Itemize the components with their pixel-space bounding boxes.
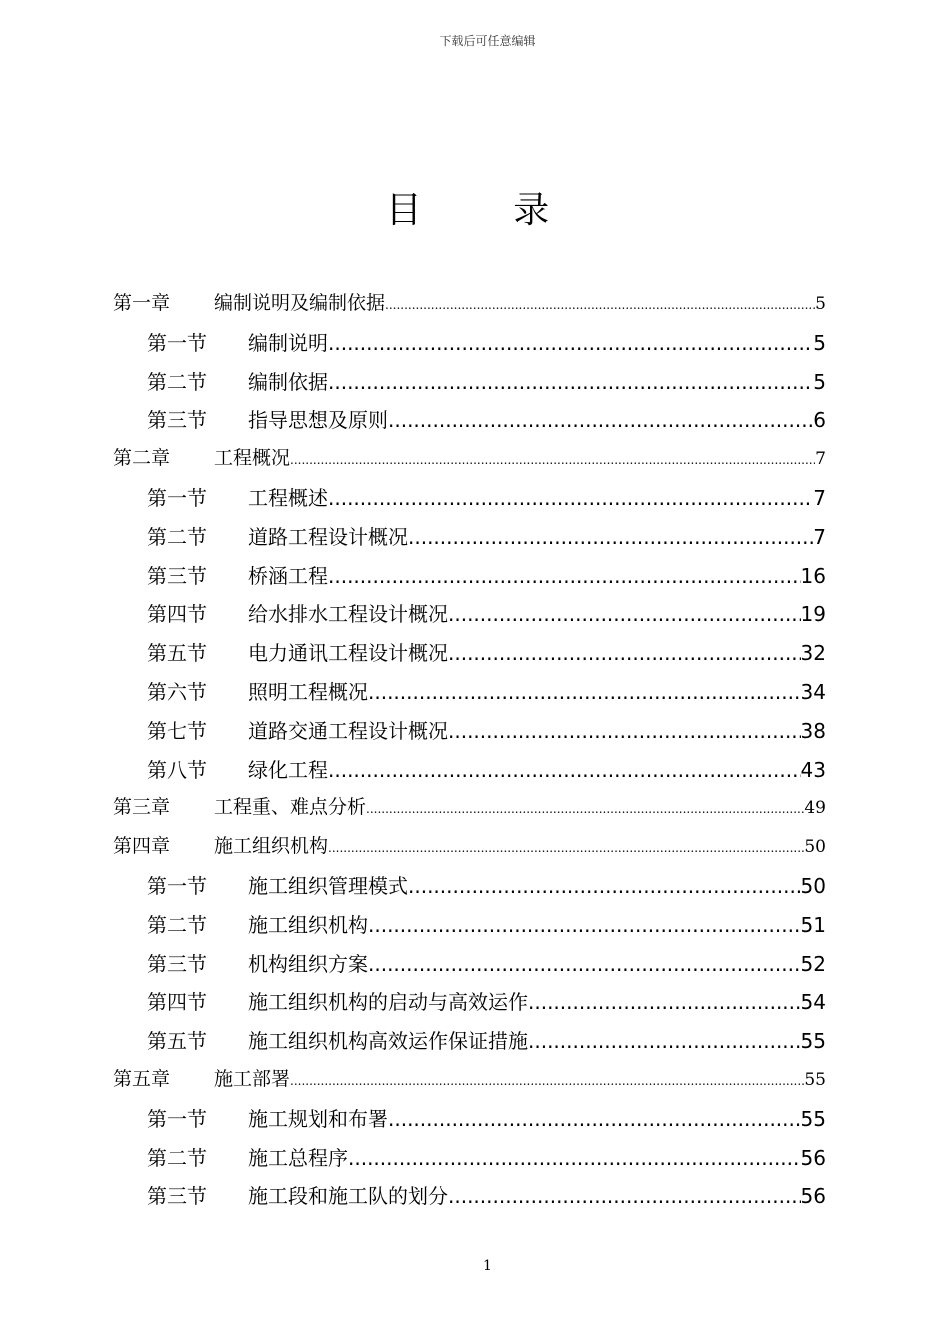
toc-entry-number: 第三节: [147, 408, 207, 433]
toc-entry-title: 照明工程概况: [248, 680, 368, 704]
toc-entry-page: 38: [800, 718, 826, 743]
toc-entry-section[interactable]: [147, 598, 826, 628]
toc-entry-section[interactable]: [147, 404, 826, 434]
toc-entry-title: 施工组织机构的启动与高效运作: [248, 990, 528, 1015]
toc-entry-title: 电力通讯工程设计概况: [248, 641, 448, 666]
toc-entry-number: 第一节: [147, 330, 207, 355]
toc-entry-page: 19: [800, 602, 826, 627]
toc-entry-number: 第一节: [147, 486, 207, 510]
toc-entry-title: 给水排水工程设计概况: [248, 602, 448, 627]
toc-entry-number: 第二节: [147, 524, 207, 549]
toc-dot-leader: [388, 1107, 801, 1131]
toc-entry-page: 55: [804, 1070, 826, 1090]
toc-entry-number: 第四章: [113, 835, 171, 858]
toc-entry-page: 56: [800, 1184, 826, 1209]
toc-entry-title: 工程概述: [248, 486, 328, 510]
toc-entry-section[interactable]: [147, 482, 826, 512]
toc-dot-leader: [328, 758, 801, 782]
toc-entry-page: 49: [804, 798, 826, 819]
toc-entry-section[interactable]: [147, 1142, 826, 1172]
toc-dot-leader: [448, 602, 801, 626]
toc-entry-section[interactable]: [147, 1103, 826, 1133]
toc-entry-number: 第五节: [147, 1029, 207, 1054]
toc-entry-number: 第六节: [147, 680, 207, 704]
toc-dot-leader: [348, 1146, 801, 1170]
toc-entry-page: 5: [815, 294, 826, 314]
toc-dot-leader: [328, 486, 813, 510]
toc-entry-section[interactable]: [147, 560, 826, 590]
toc-dot-leader: [368, 952, 801, 976]
toc-entry-title: 工程重、难点分析: [214, 796, 367, 819]
toc-entry-section[interactable]: [147, 676, 826, 706]
toc-entry-title: 施工组织机构: [214, 835, 329, 858]
toc-entry-title: 编制说明: [248, 330, 328, 355]
toc-entry-section[interactable]: [147, 948, 826, 978]
toc-entry-title: 指导思想及原则: [248, 408, 388, 433]
toc-entry-section[interactable]: [147, 870, 826, 900]
toc-entry-title: 施工总程序: [248, 1145, 348, 1170]
toc-dot-leader: [388, 408, 813, 432]
toc-entry-page: 51: [800, 912, 826, 937]
page-title: 目 录: [385, 190, 590, 232]
toc-dot-leader: [328, 564, 801, 588]
toc-entry-page: 55: [800, 1106, 826, 1131]
toc-entry-title: 道路交通工程设计概况: [248, 718, 448, 743]
toc-dot-leader: [328, 331, 813, 355]
toc-entry-number: 第三节: [147, 1184, 207, 1209]
toc-entry-title: 施工段和施工队的划分: [248, 1184, 448, 1209]
toc-entry-number: 第五节: [147, 641, 207, 666]
toc-entry-page: 54: [800, 990, 826, 1015]
toc-entry-section[interactable]: [147, 754, 826, 784]
page-number: 1: [483, 1258, 492, 1274]
toc-dot-leader: [528, 1029, 801, 1053]
toc-entry-title: 编制依据: [248, 369, 328, 394]
toc-entry-page: 56: [800, 1145, 826, 1170]
toc-dot-leader: [290, 1074, 804, 1088]
toc-entry-page: 16: [800, 563, 826, 588]
toc-dot-leader: [366, 802, 804, 816]
toc-entry-number: 第二章: [113, 447, 171, 470]
toc-entry-page: 5: [813, 369, 826, 394]
toc-entry-title: 绿化工程: [248, 757, 328, 782]
header-note: 下载后可任意编辑: [439, 34, 536, 48]
toc-entry-section[interactable]: [147, 1180, 826, 1210]
toc-entry-chapter[interactable]: [113, 288, 826, 318]
toc-entry-title: 道路工程设计概况: [248, 524, 408, 549]
toc-dot-leader: [368, 680, 801, 704]
toc-entry-section[interactable]: [147, 986, 826, 1016]
toc-entry-title: 编制说明及编制依据: [214, 292, 386, 314]
toc-entry-title: 施工部署: [214, 1068, 291, 1090]
toc-entry-title: 施工组织机构高效运作保证措施: [248, 1029, 528, 1054]
toc-entry-number: 第三节: [147, 563, 207, 588]
toc-entry-page: 55: [800, 1029, 826, 1054]
toc-entry-page: 50: [804, 837, 826, 858]
toc-entry-page: 34: [800, 680, 826, 704]
toc-entry-number: 第五章: [113, 1068, 171, 1090]
toc-entry-section[interactable]: [147, 1025, 826, 1055]
toc-entry-title: 施工规划和布署: [248, 1106, 388, 1131]
toc-entry-section[interactable]: [147, 327, 826, 357]
toc-entry-number: 第七节: [147, 718, 207, 743]
toc-entry-page: 7: [813, 486, 826, 510]
toc-entry-page: 43: [800, 757, 826, 782]
toc-dot-leader: [290, 453, 815, 467]
toc-entry-page: 5: [813, 330, 826, 355]
toc-entry-number: 第二节: [147, 369, 207, 394]
toc-dot-leader: [328, 841, 804, 855]
toc-dot-leader: [328, 370, 813, 394]
toc-entry-page: 6: [813, 408, 826, 433]
toc-entry-number: 第一节: [147, 1106, 207, 1131]
toc-entry-page: 50: [800, 874, 826, 898]
toc-entry-number: 第八节: [147, 757, 207, 782]
toc-dot-leader: [408, 874, 801, 898]
toc-entry-title: 工程概况: [214, 447, 291, 470]
toc-entry-number: 第三节: [147, 951, 207, 976]
toc-entry-number: 第四节: [147, 602, 207, 627]
toc-entry-section[interactable]: [147, 715, 826, 745]
toc-entry-title: 桥涵工程: [248, 563, 328, 588]
toc-entry-page: 52: [800, 951, 826, 976]
toc-entry-number: 第一节: [147, 874, 207, 898]
toc-dot-leader: [448, 1184, 801, 1208]
toc-dot-leader: [408, 525, 813, 549]
toc-entry-chapter[interactable]: [113, 831, 826, 861]
toc-dot-leader: [528, 990, 801, 1014]
toc-entry-title: 施工组织机构: [248, 912, 368, 937]
toc-dot-leader: [448, 719, 801, 743]
toc-entry-section[interactable]: [147, 637, 826, 667]
toc-entry-chapter[interactable]: [113, 443, 826, 473]
toc-entry-number: 第一章: [113, 292, 171, 314]
toc-entry-chapter[interactable]: [113, 792, 826, 822]
toc-entry-section[interactable]: [147, 366, 826, 396]
toc-dot-leader: [448, 641, 801, 665]
toc-entry-page: 7: [815, 449, 826, 470]
toc-dot-leader: [368, 913, 801, 937]
toc-entry-title: 施工组织管理模式: [248, 874, 408, 898]
toc-entry-page: 32: [800, 641, 826, 666]
toc-dot-leader: [385, 298, 815, 312]
toc-entry-title: 机构组织方案: [248, 951, 368, 976]
toc-entry-section[interactable]: [147, 909, 826, 939]
toc-entry-page: 7: [813, 524, 826, 549]
toc-entry-chapter[interactable]: [113, 1064, 826, 1094]
toc-entry-number: 第二节: [147, 1145, 207, 1170]
toc-entry-number: 第二节: [147, 912, 207, 937]
toc-entry-number: 第四节: [147, 990, 207, 1015]
toc-entry-number: 第三章: [113, 796, 171, 819]
toc-entry-section[interactable]: [147, 521, 826, 551]
